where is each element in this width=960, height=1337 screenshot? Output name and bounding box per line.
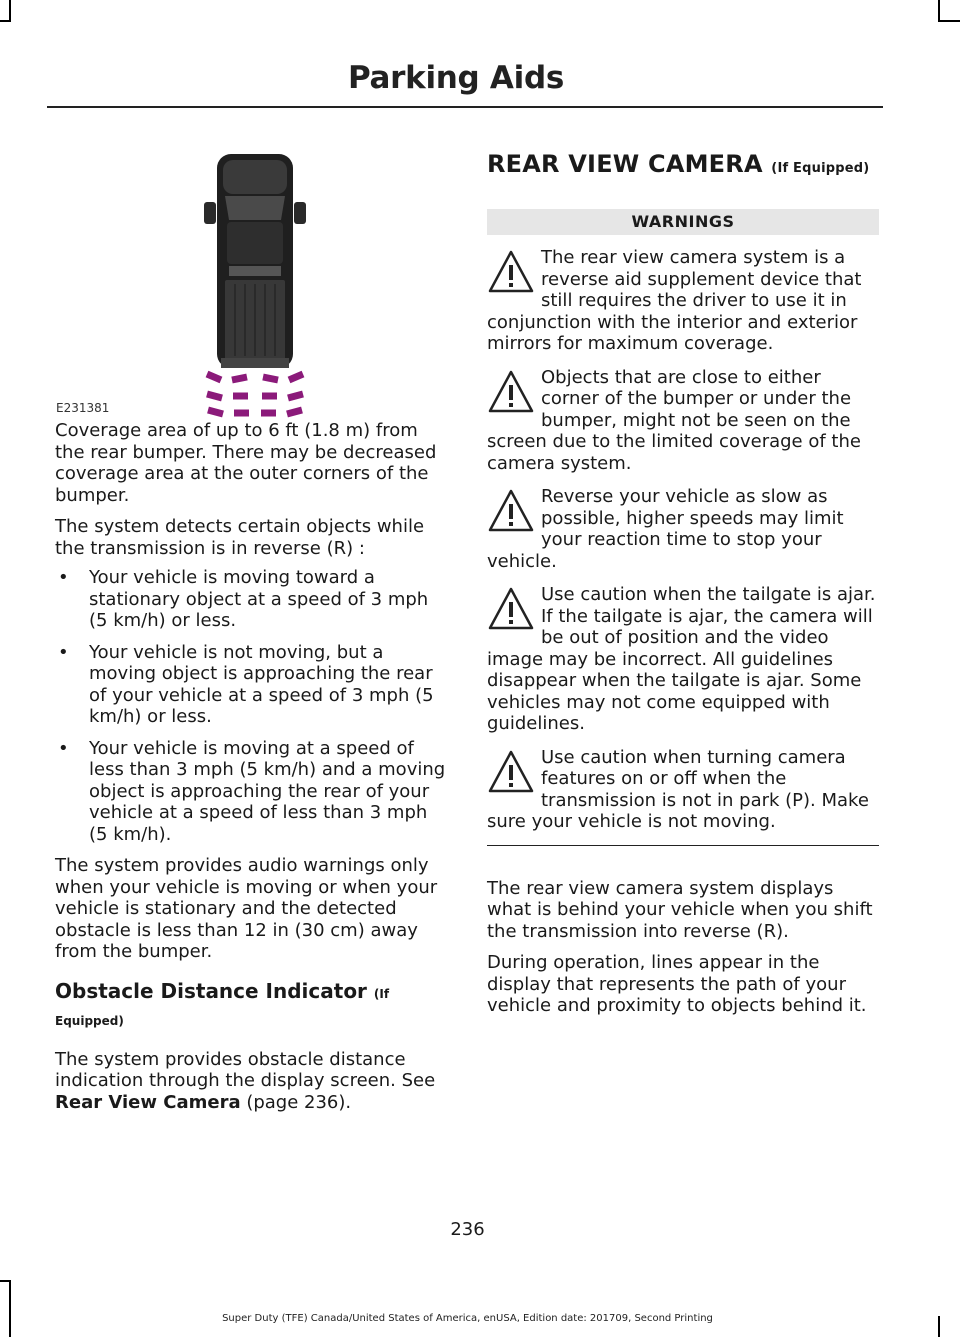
warning-item: Use caution when turning camera features on or off when the transmission is not in park (P). Make sure your vehicle is not moving. xyxy=(487,746,869,832)
crop-mark xyxy=(0,1280,11,1282)
bullet-icon: • xyxy=(58,567,69,588)
page-number: 236 xyxy=(450,1219,485,1240)
if-equipped-note: (If Equipped) xyxy=(55,986,390,1028)
warning-item: Objects that are close to either corner of the bumper or under the bumper, might not be seen on the screen due to the limited coverage of the camera system. xyxy=(487,366,861,474)
obstacle-distance-paragraph: The system provides obstacle distance indication through the display screen. See Rear View Camera (page 236). xyxy=(55,1048,436,1113)
camera-display-paragraph: The rear view camera system displays what is behind your vehicle when you shift the transmission into reverse (R). xyxy=(487,877,873,942)
warning-item: The rear view camera system is a reverse aid supplement device that still requires the driver to use it in conjunction with the interior and exterior mirrors for maximum coverage. xyxy=(487,247,862,354)
vehicle-sensor-figure xyxy=(55,150,450,420)
list-item: • Your vehicle is moving toward a stationary object at a speed of 3 mph (5 km/h) or less. xyxy=(58,567,429,631)
sensor-arcs xyxy=(207,374,303,414)
detection-list xyxy=(55,567,450,845)
warning-triangle-icon xyxy=(487,586,535,632)
crop-mark xyxy=(0,20,11,22)
list-item: • Your vehicle is moving at a speed of less than 3 mph (5 km/h) and a moving object is approaching the rear of your vehicle at a speed of less than 3 mph (5 km/h). xyxy=(58,737,446,845)
rear-view-camera-link[interactable]: Rear View Camera xyxy=(55,1091,241,1113)
warnings-header: WARNINGS xyxy=(487,209,879,235)
warning-triangle-icon xyxy=(487,369,535,415)
crop-mark xyxy=(938,0,940,22)
bullet-icon: • xyxy=(58,737,69,759)
truck-top-view-illustration xyxy=(55,150,450,420)
audio-warning-paragraph: The system provides audio warnings only when your vehicle is moving or when your vehicle is stationary and the detected obstacle is less than 12 in (30 cm) away from the bumper. xyxy=(55,855,438,962)
left-column xyxy=(55,150,450,1113)
crop-mark xyxy=(9,1280,11,1337)
crop-mark xyxy=(938,1316,940,1337)
warning-triangle-icon xyxy=(487,488,535,534)
bullet-icon: • xyxy=(58,641,69,663)
coverage-paragraph: Coverage area of up to 6 ft (1.8 m) from the rear bumper. There may be decreased coverage area at the outer corners of the bumper. xyxy=(55,420,437,506)
figure-code: E231381 xyxy=(56,401,110,415)
warning-item: Reverse your vehicle as slow as possible, higher speeds may limit your reaction time to stop your vehicle. xyxy=(487,486,844,572)
section-title: REAR VIEW CAMERA (If Equipped) xyxy=(487,150,870,178)
right-column xyxy=(487,150,879,1017)
if-equipped-note: (If Equipped) xyxy=(771,161,870,176)
guidelines-paragraph: During operation, lines appear in the display that represents the path of your vehicle and proximity to objects behind it. xyxy=(487,952,867,1016)
warning-item: Use caution when the tailgate is ajar. If the tailgate is ajar, the camera will be out of position and the video image may be incorrect. All guidelines disappear when the tailgate is ajar. Some vehicles may not come equipped with guidelines. xyxy=(487,584,876,734)
warning-triangle-icon xyxy=(487,249,535,295)
list-item: • Your vehicle is not moving, but a moving object is approaching the rear of your vehicle at a speed of 3 mph (5 km/h) or less. xyxy=(58,641,434,727)
warnings-end-rule xyxy=(487,845,879,846)
crop-mark xyxy=(9,0,11,22)
obstacle-distance-heading: Obstacle Distance Indicator (If Equipped) xyxy=(55,978,390,1028)
warning-triangle-icon xyxy=(487,749,535,795)
crop-mark xyxy=(938,20,960,22)
page-title: Parking Aids xyxy=(347,60,564,96)
header-rule xyxy=(47,106,883,108)
footer-edition: Super Duty (TFE) Canada/United States of America, enUSA, Edition date: 201709, Second Printing xyxy=(222,1313,713,1324)
detection-paragraph: The system detects certain objects while the transmission is in reverse (R) : xyxy=(55,516,425,559)
